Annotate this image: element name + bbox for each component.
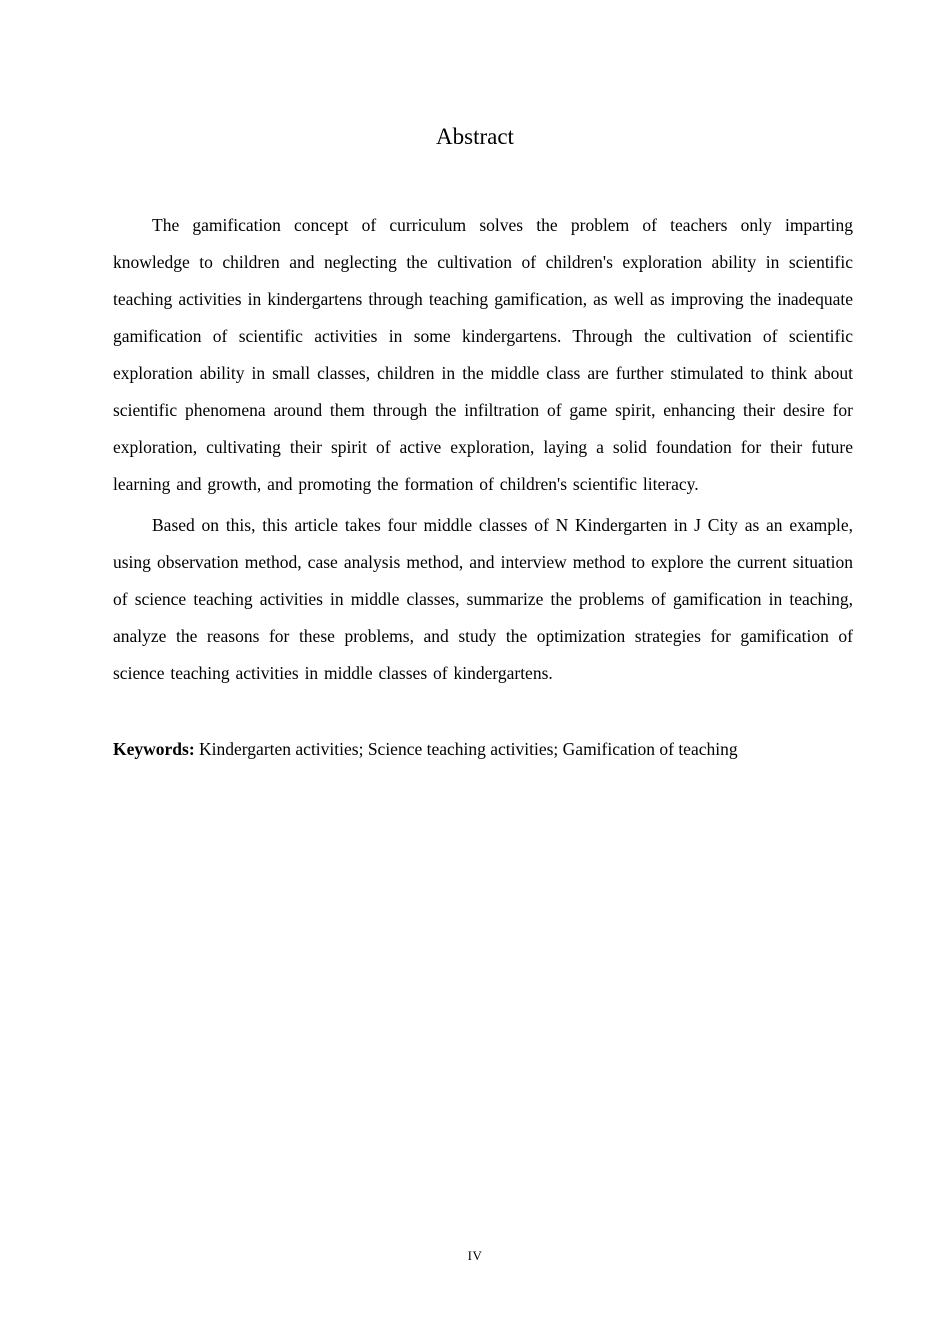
abstract-title: Abstract — [436, 124, 514, 149]
keywords-label: Keywords: — [113, 739, 195, 759]
keywords-text: Kindergarten activities; Science teaching activities; Gamification of teaching — [199, 739, 738, 759]
keywords-line — [113, 731, 853, 768]
abstract-paragraph-1: The gamification concept of curriculum solves the problem of teachers only imparting knowledge to children and neglecting the cultivation of children's exploration ability in scientific teaching activities in kindergartens through teaching gamification, as well as improving the inadequate gamification of scientific activities in some kindergartens. Through the cultivation of scientific exploration ability in small classes, children in the middle class are further stimulated to think about scientific phenomena around them through the infiltration of game spirit, enhancing their desire for exploration, cultivating their spirit of active exploration, laying a solid foundation for their future learning and growth, and promoting the formation of children's scientific literacy. — [113, 215, 853, 494]
page-number: IV — [467, 1248, 483, 1263]
abstract-paragraph-2: Based on this, this article takes four middle classes of N Kindergarten in J City as an example, using observation method, case analysis method, and interview method to explore the current situation of science teaching activities in middle classes, summarize the problems of gamification in teaching, analyze the reasons for these problems, and study the optimization strategies for gamification of science teaching activities in middle classes of kindergartens. — [113, 515, 853, 683]
abstract-body — [113, 207, 853, 692]
